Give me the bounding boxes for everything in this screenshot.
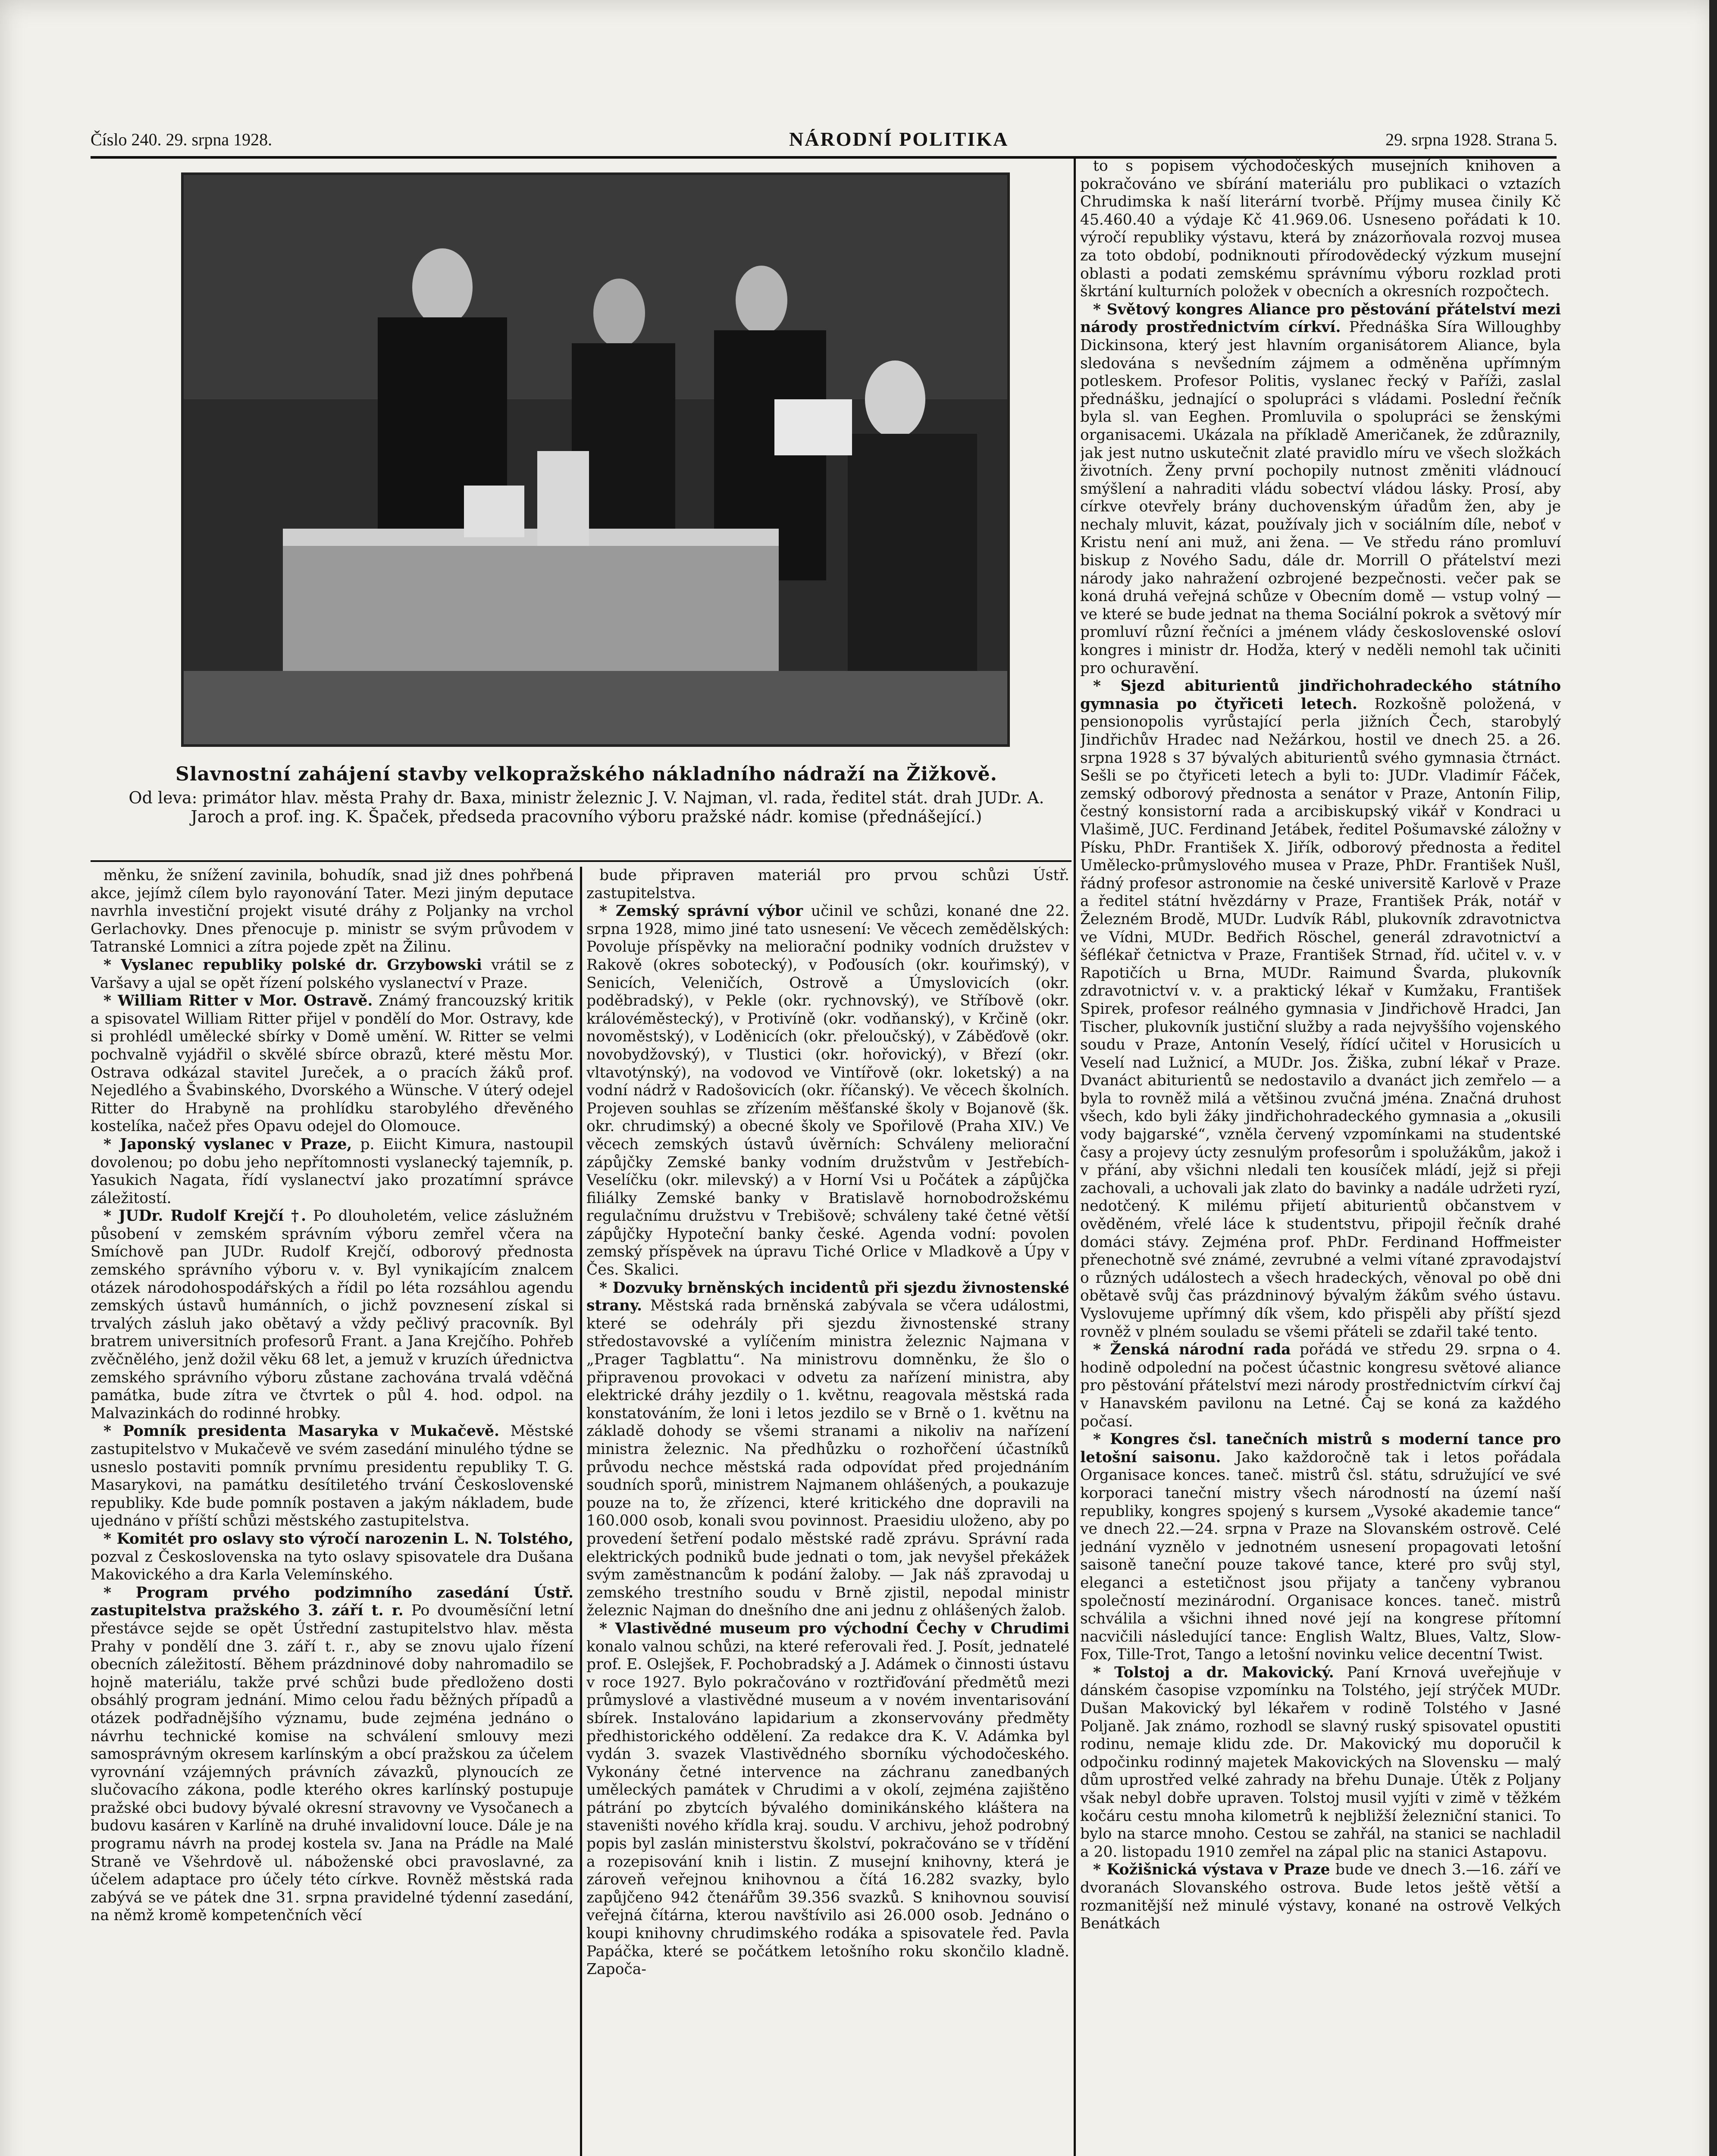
article-headline: * Sjezd abiturientů jindřichohradeckého státního gymnasia po čtyřiceti letech. <box>1080 677 1561 713</box>
article-paragraph <box>1080 1431 1561 1664</box>
article-paragraph <box>1080 1341 1561 1431</box>
article-paragraph <box>91 992 573 1136</box>
article-paragraph <box>586 1620 1069 1979</box>
article-text: vrátil se z Varšavy a ujal se opět řízení polského vyslanectví v Praze. <box>91 956 573 992</box>
article-headline: * Tolstoj a dr. Makovický. <box>1093 1664 1334 1681</box>
column-3 <box>1080 157 1561 2156</box>
article-headline: * Pomník presidenta Masaryka v Mukačevě. <box>103 1423 499 1440</box>
article-text: měnku, že snížení zavinila, bohudík, snad již dnes pohřbená akce, jejímž cílem bylo rayonování Tater. Mezi jiným deputace navrhla investiční projekt visuté dráhy z Poljanky na vrchol Gerlachovky. Dnes přenocuje p. ministr se svým průvodem v Tatranské Lomnici a zítra pojede zpět na Žilinu. <box>91 867 573 956</box>
article-headline: * Komitét pro oslavy sto výročí narozenin L. N. Tolstého, <box>103 1530 573 1548</box>
article-paragraph <box>91 1207 573 1423</box>
article-text: Známý francouzský kritik a spisovatel William Ritter přijel v pondělí do Mor. Ostravy, kde si prohlédl umělecké sbírky v Domě umění. W. Ritter se velmi pochvalně vyjádřil o skvělé sbírce obrazů, které městu Mor. Ostrava odkázal stavitel Jureček, a o pracích žáků prof. Nejedlého a Švabinského, Dvorského a Wünsche. V úterý odejel Ritter do Hrabyně na prohlídku starobylého dřevěného kostelíka, načež přes Opavu odejel do Olomouce. <box>91 992 573 1135</box>
article-text: bude připraven materiál pro prvou schůzi Ústř. zastupitelstva. <box>586 867 1069 902</box>
article-text: Přednáška Síra Willoughby Dickinsona, který jest hlavním organisátorem Aliance, byla sledována s nevšedním zájmem a odměněna upřímným potleskem. Profesor Politis, vyslanec řecký v Paříži, zaslal přednášku, jednající o spolupráci s vládami. Poslední řečník byla sl. van Eeghen. Promluvila o spolupráci se ženskými organisacemi. Ukázala na příkladě Američanek, že zdůraznily, jak jest nutno uskutečnit zlaté pravidlo míru ve všech složkách životních. Ženy první pochopily nutnost změniti vládnoucí smýšlení a nahraditi vládu sobectví vládou lásky. Prosí, aby církve otevřely brány duchovenským úřadům žen, aby je nechaly mluvit, kázat, používaly jich v sociálním díle, neboť v Kristu není ani muž, ani žena. — Ve středu ráno promluví biskup z Nového Sadu, dále dr. Morrill O přátelství mezi národy jako nahražení ozbrojené bezpečnosti. večer pak se koná druhá veřejná schůze v Obecním domě — vstup volný — ve které se bude jednat na thema Sociální pokrok a světový mír promluví různí řečníci a jménem vlády československé osloví kongres i ministr dr. Hodža, který v neděli nemohl tak učiniti pro ochuravění. <box>1080 319 1561 677</box>
article-headline: * William Ritter v Mor. Ostravě. <box>103 992 373 1010</box>
caption-rule <box>91 860 1072 862</box>
article-headline: * Kožišnická výstava v Praze <box>1093 1861 1330 1879</box>
article-paragraph <box>1080 1664 1561 1861</box>
article-text: p. Eiicht Kimura, nastoupil dovolenou; po dobu jeho nepřítomnosti vyslanecký tajemník, p. Yasukich Nagata, řídí vyslanectví jako prozatímní správce záležitostí. <box>91 1135 573 1207</box>
article-headline: * Vlastivědné museum pro východní Čechy v Chrudimi <box>599 1620 1069 1637</box>
article-headline: * Světový kongres Aliance pro pěstování přátelství mezi národy prostřednictvím církví. <box>1080 301 1561 336</box>
article-paragraph <box>91 956 573 992</box>
article-text: Po dlouholetém, velice záslužném působení v zemském správním výboru zemřel včera na Smíchově pan JUDr. Rudolf Krejčí, odborový přednosta zemského správního výboru v. v. Byl vynikajícím znalcem otázek národohospodářských a řídil po léta rozsáhlou agendu zemských ústavů humánních, o jichž povznesení získal si trvalých zásluh jako obětavý a vždy pečlivý pracovník. Byl bratrem universitních profesorů Frant. a Jana Krejčího. Pohřeb zvěčnělého, jenž dožil věku 68 let, a jemuž v kruzích úřednictva zemského správního výboru zůstane zachována trvalá vděčná památka, bude zítra ve čtvrtek o půl 4. hod. odpol. na Malvazinkách do rodinné hrobky. <box>91 1207 573 1422</box>
article-paragraph <box>586 867 1069 903</box>
article-headline: * Vyslanec republiky polské dr. Grzybowski <box>103 956 482 974</box>
article-text: to s popisem východočeských musejních knihoven a pokračováno ve sbírání materiálu pro publikaci o vztazích Chrudimska k naší literární tvorbě. Příjmy musea činily Kč 45.460.40 a výdaje Kč 41.969.06. Usneseno pořádati k 10. výročí republiky výstavu, která by znázorňovala rozvoj musea za toto období, podniknouti přírodovědecký výzkum musejní oblasti a podati zemskému správnímu výboru rozklad proti škrtání kulturních položek v obecních a okresních rozpočtech. <box>1080 157 1561 301</box>
article-headline: * Program prvého podzimního zasedání Ústř. zastupitelstva pražského 3. září t. r. <box>91 1584 573 1620</box>
column-divider-right <box>1074 157 1076 2156</box>
column-2 <box>586 867 1069 2156</box>
article-headline: * Japonský vyslanec v Praze, <box>103 1135 352 1153</box>
photo-caption-title: Slavnostní zahájení stavby velkopražského nákladního nádraží na Žižkově. <box>175 763 997 785</box>
article-text: bude ve dnech 3.—16. září ve dvoranách Slovanského ostrova. Bude letos ještě větší a rozmanitější než minulé výstavy, konané na ostrově Velkých Benátkách <box>1080 1861 1561 1933</box>
column-1 <box>91 867 573 2156</box>
article-text: Rozkošně položená, v pensionopolis vyrůstající perla jižních Čech, starobylý Jindřichův Hradec nad Nežárkou, hostil ve dnech 25. a 26. srpna 1928 s 37 bývalých abiturientů svého gymnasia čtrnáct. Sešli se po čtyřiceti letech a byli to: JUDr. Vladimír Fáček, zemský odborový přednosta a senátor v Praze, Antonín Filip, čestný konsistorní rada a arcibiskupský vikář v Kondraci u Vlašimě, JUC. Ferdinand Jetábek, ředitel Pošumavské záložny v Písku, PhDr. František X. Jiřík, odborový přednosta a ředitel Umělecko-průmyslového musea v Praze, PhDr. František Nušl, řádný profesor astronomie na české universitě Karlově v Praze a ředitel státní hvězdárny v Praze, František Prák, notář v Železném Brodě, MUDr. Ludvík Rábl, plukovník zdravotnictva ve Vídni, MUDr. Bedřich Röschel, generál zdravotnictví a šéflékař četnictva v Praze, František Strnad, říd. učitel v. v. v Rapotičích u Brna, MUDr. Raimund Švarda, plukovník zdravotnictví v. v. a praktický lékař v Kumžaku, František Spirek, profesor reálného gymnasia v Jindřichově Hradci, Jan Tischer, plukovník justiční služby a rada nejvyššího vojenského soudu v Praze, Antonín Veselý, řídící učitel v Horusicích u Veselí nad Lužnicí, a MUDr. Jos. Žiška, zubní lékař v Praze. Dvanáct abiturientů se nedostavilo a dvanáct jich zemřelo — a byla to rovněž milá a většinou zvučná jména. Značná druhost všech, kdo byli žáky jindřichohradeckého gymnasia a „okusili vody bajgarské“, vzněla červený vzpomínkami na studentské časy a projevy úcty zesnulým profesorům i spolužákům, jakož i v přání, aby všichni nledali ten kousíček mládí, jejž si přeji zachovali, a uchovali jak zlato do bavinky a nadále udržeti ryzí, nedotčený. K milému přijetí abiturientů občanstvem v ověděném, vřelé láce k studentstvu, připojil řečník drahé domáci stávy. Zejména prof. PhDr. Ferdinand Hoffmeister přenechotně své známé, zevrubné a velmi vítané zpravodajství o různých událostech a všech hradeckých, věnoval po obě dni obětavě svůj čas prázdninový bývalým žákům svého ústavu. Vyslovujeme upřímný dík všem, kdo přispěli aby příští sjezd rovněž v plném souladu se všemi přáteli se zdařil také tento. <box>1080 695 1561 1341</box>
article-headline: * Zemský správní výbor <box>599 903 803 920</box>
photo-scene <box>184 175 1007 744</box>
article-text: Městská rada brněnská zabývala se včera událostmi, které se odehrály při sjezdu živnostenské strany středostavovské a vylíčením ministra železnic Najmana v „Prager Tagblattu“. Na ministrovu domněnku, že šlo o připravenou provokaci v odvetu za nařízení ministra, aby elektrické dráhy jezdily o 1. květnu, reagovala městská rada konstatováním, že loni i letos jezdilo se v Brně o 1. květnu na základě dohody se všemi stranami a nikoliv na nařízení ministra železnic. Na předhůzku o rozhořčení účastníků průvodu nechce městská rada odpovídat před projednáním soudních sporů, ministrem Najmanem ohlášených, a poukazuje pouze na to, že zřízenci, které kritického dne dopravili na 160.000 osob, konali svou povinnost. Praesidiu uloženo, aby po provedení šetření podalo městské radě zprávu. Správní rada elektrických podniků bude jednati o tom, jak nevyšel překážek svým zaměstnancům k podání žaloby. — Jak náš zpravodaj u zemského trestního soudu v Brně zjistil, nepodal ministr železnic Najman do dnešního dne ani jednu z ohlášených žalob. <box>586 1297 1069 1620</box>
article-headline: * Dozvuky brněnských incidentů při sjezdu živnostenské strany. <box>586 1279 1069 1315</box>
article-paragraph <box>586 1279 1069 1620</box>
article-text: konalo valnou schůzi, na které referovali řed. J. Posít, jednatelé prof. E. Oslejšek, F. Pochobradský a J. Adámek o činnosti ústavu v roce 1927. Bylo pokračováno v roztřiďování předmětů mezi průmyslové a vlastivědné museum a v novém inventarisování sbírek. Instalováno lapidarium a zkonservovány předměty předhistorického oddělení. Za redakce dra K. V. Adámka byl vydán 3. svazek Vlastivědného sborníku východočeského. Vykonány četné intervence na záchranu zanedbaných uměleckých památek v Chrudimi a v okolí, zejména zajištěno pátrání po zbytcích bývalého dominikánského kláštera na staveništi nového křídla kraj. soudu. V archivu, jehož podrobný popis byl zaslán ministerstvu školství, pokračováno se v třídění a rozepisování knih i listin. Z museјní knihovny, která je zároveň veřejnou knihovnou a čítá 16.282 svazky, bylo zapůjčeno 942 čtenářům 39.356 svazků. S knihovnou souvisí veřejná čítárna, kterou navštívilo asi 26.000 osob. Jednáno o koupi knihovny chrudimského rodáka a spisovatele řed. Pavla Papáčka, které se počátkem letošního roku skončilo kladně. Započa- <box>586 1638 1069 1978</box>
masthead: NÁRODNÍ POLITIKA <box>789 128 1009 150</box>
article-paragraph <box>1080 301 1561 677</box>
article-text: pořádá ve středu 29. srpna o 4. hodině odpolední na počest účastnic kongresu světové aliance pro pěstování přátelství mezi národy prostřednictvím církví čaj v Hanavském pavilonu na Letné. Čaj se koná za každého počasí. <box>1080 1341 1561 1430</box>
article-headline: * Ženská národní rada <box>1093 1341 1291 1359</box>
article-paragraph <box>1080 157 1561 301</box>
page-header <box>91 129 1557 155</box>
article-headline: * JUDr. Rudolf Krejčí †. <box>103 1207 307 1225</box>
page-number: 29. srpna 1928. Strana 5. <box>1385 130 1557 149</box>
article-text: pozval z Československa na tyto oslavy spisovatele dra Dušana Makovického a dra Karla Velemínského. <box>91 1548 573 1584</box>
article-paragraph <box>91 867 573 956</box>
scan-edge <box>1709 0 1717 2156</box>
article-paragraph <box>91 1136 573 1207</box>
article-text: Jako každoročně tak i letos pořádala Organisace konces. taneč. mistrů čsl. státu, sdružující ve své korporaci taneční mistry všech národností na území naší republiky, kongres spojený s kursem „Vysoké akademie tance“ ve dnech 22.—24. srpna v Praze na Slovanském ostrově. Celé jednání vyznělo v jednotném usnesení propagovati letošní saisoně taneční pouze takové tance, které pro svůj styl, eleganci a estetičnost jsou přijaty a tančeny vybranou společností mezinárodní. Organisace konces. taneč. mistrů schválila a všichni ihned nové její na kongrese přítomní nacvičili následující tance: English Waltz, Blues, Valtz, Slow-Fox, Tille-Trot, Tango a letošní novinku velice decentní Twist. <box>1080 1448 1561 1664</box>
article-paragraph <box>586 903 1069 1279</box>
article-paragraph <box>91 1584 573 1925</box>
article-text: Městské zastupitelstvo v Mukačevě ve svém zasedání minulého týdne se usneslo postaviti pomník prvnímu presidentu republiky T. G. Masarykovi, na památku desítiletého trvání Československé republiky. Kde bude pomník postaven a jakým nákladem, bude ujednáno v příští schůzi městského zastupitelstva. <box>91 1423 573 1530</box>
article-paragraph <box>91 1530 573 1584</box>
issue-number: Číslo 240. 29. srpna 1928. <box>91 130 273 149</box>
article-headline: * Kongres čsl. tanečních mistrů s moderní tance pro letošní saisonu. <box>1080 1431 1561 1466</box>
ceremony-photo <box>181 172 1010 747</box>
photo-caption: Od leva: primátor hlav. města Prahy dr. Baxa, ministr železnic J. V. Najman, vl. rada, ředitel stát. drah JUDr. A. Jaroch a prof. ing. K. Špaček, předseda pracovního výboru pražské nádr. komise (přednášející.) <box>128 788 1044 826</box>
article-paragraph <box>91 1423 573 1530</box>
article-text: Po dvouměsíční letní přestávce sejde se opět Ústřední zastupitelstvo hlav. města Prahy v pondělí dne 3. září t. r., aby se znovu ujalo řízení obecních záležitostí. Během prázdninové doby nahromadilo se hojně materiálu, takže prvé schůzi bude předloženo dosti obsáhlý program jednání. Mimo celou řadu běžných případů a otázek podřadnějšího významu, bude zejména jednáno o návrhu technické komise na schválení smlouvy mezi samosprávným okresem karlínským a obcí pražskou za účelem vyrovnání vzájemných právních závazků, plynoucích ze slučovacího zákona, podle kterého okres karlínský postupuje pražské obci budovy bývalé okresní stravovny ve Vysočanech a budovu kasáren v Karlíně na druhé invalidovní louce. Dále je na programu návrh na prodej kostela sv. Jana na Prádle na Malé Straně ve Všehrdově ul. náboženské obci pravoslavné, za účelem adaptace pro účely této církve. Rovněž městská rada zabývá se ve pátek dne 31. srpna pravidelné týdenní zasedání, na němž kromě kompetenčních věcí <box>91 1602 573 1924</box>
article-text: učinil ve schůzi, konané dne 22. srpna 1928, mimo jiné tato usnesení: Ve věcech zemědělských: Povoluje příspěvky na meliorační podniky vodních družstev v Rakově (okres sobotecký), v Poďousích (okr. kouřimský), v Senicích, Veleničích, Ostrově a Úmyslovicích (okr. poděbradský), v Pekle (okr. rychnovský), ve Stříbově (okr. královéměstecký), v Protivíně (okr. vodňanský), v Krčině (okr. novoměstský), v Loděnicích (okr. přeloučský), v Záběďově (okr. novobydžovský), v Tlustici (okr. hořovický), v Březí (okr. vltavotýnský), na vodovod ve Vintířově (okr. loketský) a na vodní nádrž v Radošovicích (okr. říčanský). Ve věcech školních. Projeven souhlas se zřízením měšťanské školy v Bojanově (šk. okr. chrudimský) a obecné školy ve Spořilově (Praha XIV.) Ve věcech zemských ústavů úvěrních: Schváleny meliorační zápůjčky Zemské banky vodním družstvům v Jestřebích-Veselíčku (okr. milevský) a v Horní Vsi u Počátek a zápůjčka filiálky Zemské banky v Bratislavě hornobodrožskému regulačnímu družstvu v Trebišově; schváleny také četné větší zápůjčky Hypoteční banky české. Agenda vodní: povolen zemský příspěvek na úpravu Tiché Orlice v Mladkově a Úpy v Čes. Skalici. <box>586 903 1069 1279</box>
article-paragraph <box>1080 1861 1561 1933</box>
article-text: Paní Krnová uveřejňuje v dánském časopise vzpomínku na Tolstého, její strýček MUDr. Dušan Makovický byl lékařem v rodině Tolstého v Jasné Poljaně. Jak známo, rozhodl se slavný ruský spisovatel opustiti rodinu, nemaje klidu zde. Dr. Makovický mu doporučil k odpočinku rodinný majetek Makovických na Slovensku — malý dům uprostřed velké zahrady na břehu Dunaje. Útěk z Poljany však nebyl dobře upraven. Tolstoj musil vyjíti v zimě v těžkém kočáru cestu mnoha kilometrů k nejbližší železniční stanici. To bylo na starce mnoho. Cestou se zahřál, na stanici se nachladil a 20. listopadu 1910 zemřel na zápal plic na stanici Astapovu. <box>1080 1664 1561 1861</box>
article-paragraph <box>1080 677 1561 1341</box>
column-divider-left <box>580 867 582 2156</box>
